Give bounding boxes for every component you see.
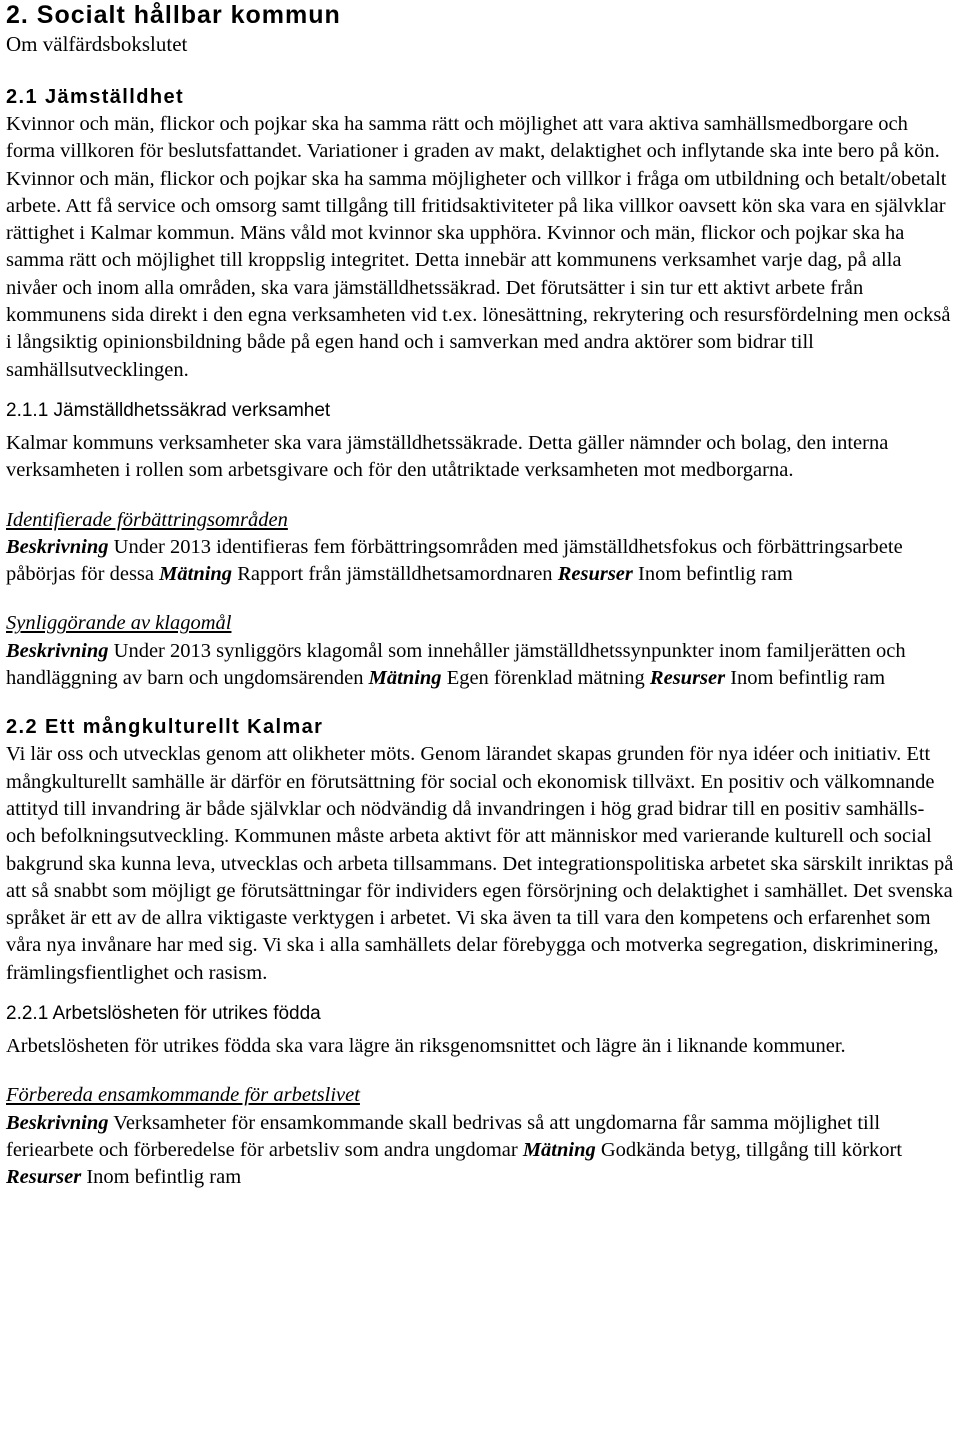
resurser-text: Inom befintlig ram: [86, 1166, 242, 1189]
measure-klagomal: [6, 610, 954, 692]
matning-label: Mätning: [368, 667, 442, 690]
chapter-subtitle: Om välfärdsbokslutet: [6, 32, 188, 56]
measure-body: [6, 638, 954, 693]
beskrivning-label: Beskrivning: [6, 639, 109, 662]
section-2-2-1-heading: 2.2.1 Arbetslösheten för utrikes födda: [6, 1003, 321, 1025]
matning-text: Rapport från jämställdhetsamordnaren: [237, 563, 553, 586]
measure-body: [6, 534, 954, 589]
resurser-text: Inom befintlig ram: [730, 667, 886, 690]
beskrivning-label: Beskrivning: [6, 1111, 109, 1134]
section-2-1-1-body: Kalmar kommuns verksamheter ska vara jämställdhetssäkrade. Detta gäller nämnder och bolag, den interna verksamheten i rollen som arbetsgivare och för den utåtriktade verksamheten mot medborgarna.: [6, 431, 889, 482]
beskrivning-label: Beskrivning: [6, 535, 109, 558]
section-2-2-body: Vi lär oss och utvecklas genom att olikheter möts. Genom lärandet skapas grunden för nya idéer och initiativ. Ett mångkulturellt samhälle är därför en förutsättning för social och ekonomisk tillväxt. En positiv och välkomnande attityd till invandring är både självklar och nödvändig då invandringen i hög grad bidrar till en positiv samhälls- och befolkningsutveckling. Kommunen måste arbeta aktivt för att människor med varierande kulturell och social bakgrund ska kunna leva, utvecklas och arbeta tillsammans. Det integrationspolitiska arbetet ska särskilt inriktas på att så snabbt som möjligt ge förutsättningar för individers egen försörjning och delaktighet i samhället. Det svenska språket är ett av de allra viktigaste verktygen i arbetet. Vi ska även ta till vara den kompetens och erfarenhet som våra nya invånare har med sig. Vi ska i alla samhällets delar förebygga och motverka segregation, diskriminering, främlingsfientlighet och rasism.: [6, 743, 954, 984]
matning-label: Mätning: [522, 1138, 596, 1161]
chapter-title: 2. Socialt hållbar kommun: [6, 1, 341, 29]
section-2-1-1-heading: 2.1.1 Jämställdhetssäkrad verksamhet: [6, 399, 331, 421]
section-2-1-heading: 2.1 Jämställdhet: [6, 86, 185, 108]
measure-title: Synliggörande av klagomål: [6, 612, 232, 635]
resurser-label: Resurser: [6, 1166, 82, 1189]
resurser-label: Resurser: [649, 667, 726, 690]
measure-body: [6, 1110, 954, 1192]
section-2-2-heading: 2.2 Ett mångkulturellt Kalmar: [6, 716, 324, 739]
measure-title: Identifierade förbättringsområden: [6, 508, 288, 531]
beskrivning-text: Verksamheter för ensamkommande skall bedrivas så att ungdomarna får samma möjlighet till feriearbete och förberedelse för arbetsliv som andra ungdomar: [6, 1111, 881, 1161]
section-2-2-1-body: Arbetslösheten för utrikes födda ska vara lägre än riksgenomsnittet och lägre än i liknande kommuner.: [6, 1035, 846, 1058]
measure-title: Förbereda ensamkommande för arbetslivet: [6, 1084, 360, 1107]
resurser-text: Inom befintlig ram: [638, 563, 793, 586]
resurser-label: Resurser: [557, 563, 633, 586]
matning-label: Mätning: [159, 563, 233, 586]
matning-text: Egen förenklad mätning: [446, 667, 645, 690]
matning-text: Godkända betyg, tillgång till körkort: [600, 1138, 903, 1161]
measure-ensamkommande: [6, 1082, 954, 1191]
beskrivning-text: Under 2013 synliggörs klagomål som innehåller jämställdhetssynpunkter inom familjerätten och handläggning av barn och ungdomsärenden: [6, 639, 906, 690]
section-2-1-body: Kvinnor och män, flickor och pojkar ska ha samma rätt och möjlighet att vara aktiva samhällsmedborgare och forma villkoren för beslutsfattandet. Variationer i graden av makt, delaktighet och inflytande ska inte bero på kön. Kvinnor och män, flickor och pojkar ska ha samma möjligheter och villkor i fråga om utbildning och betalt/obetalt arbete. Att få service och omsorg samt tillgång till fritidsaktiviteter på lika villkor oavsett kön ska vara en självklar rättighet i Kalmar kommun. Mäns våld mot kvinnor ska upphöra. Kvinnor och män, flickor och pojkar ska ha samma rätt och möjlighet till kroppslig integritet. Detta innebär att kommunens verksamhet varje dag, på alla nivåer och inom alla områden, ska vara jämställdhetssäkrad. Det förutsätter i sin tur ett aktivt arbete från kommunens sida direkt i den egna verksamheten vid t.ex. lönesättning, rekrytering och resursfördelning men också i långsiktig opinionsbildning både på egen hand och i samverkan med andra aktörer som bidrar till samhällsutvecklingen.: [6, 113, 951, 381]
measure-identifierade: [6, 507, 954, 589]
beskrivning-text: Under 2013 identifieras fem förbättringsområden med jämställdhetsfokus och förbättringsarbete påbörjas för dessa: [6, 535, 903, 586]
